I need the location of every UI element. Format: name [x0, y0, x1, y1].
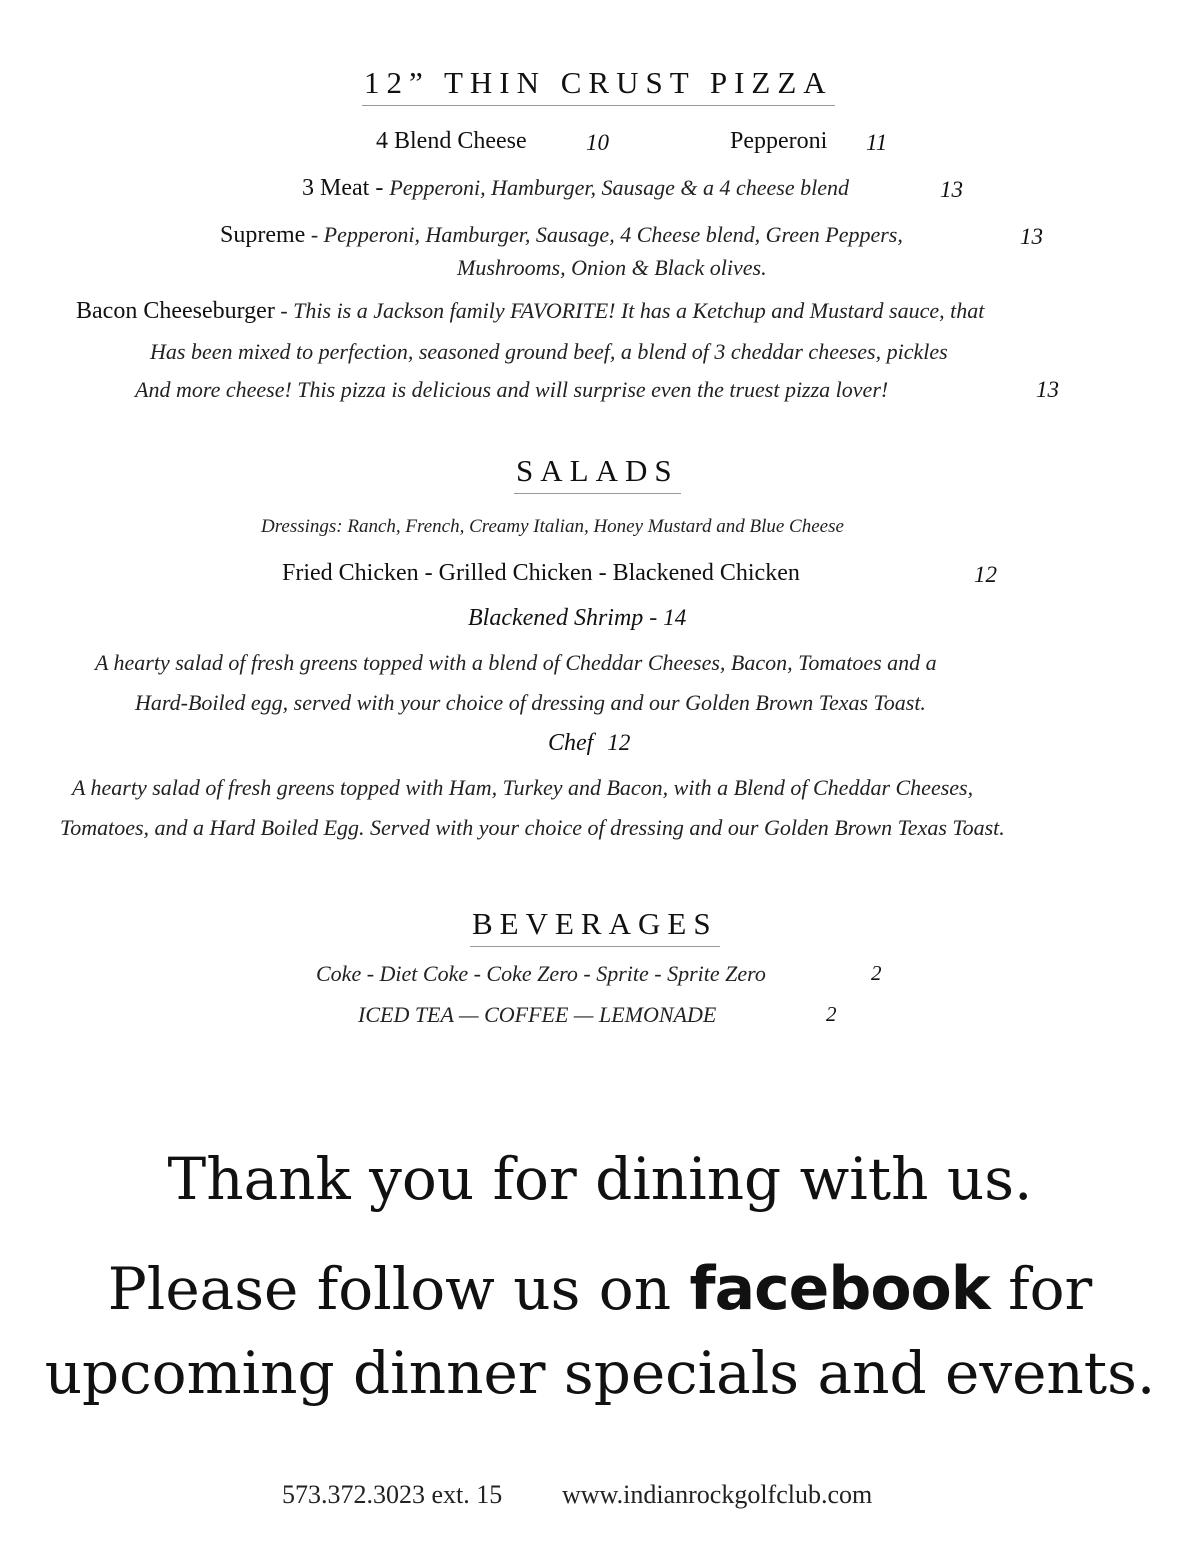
salads-chicken-desc-line2: Hard-Boiled egg, served with your choice of dressing and our Golden Brown Texas Toast. — [135, 690, 926, 715]
footer-phone: 573.372.3023 ext. 15 — [282, 1480, 503, 1509]
pizza-price-supreme: 13 — [1020, 224, 1043, 249]
closing-line-2-pre: Please follow us on — [107, 1255, 690, 1323]
item-description: This is a Jackson family FAVORITE! It has a Ketchup and Mustard sauce, that — [293, 298, 985, 323]
pizza-price-pepperoni: 11 — [866, 130, 888, 155]
salads-dressings: Dressings: Ranch, French, Creamy Italian, Honey Mustard and Blue Cheese — [261, 516, 844, 537]
item-name: Pepperoni — [730, 128, 828, 154]
item-price: 12 — [607, 730, 631, 755]
item-name: Bacon Cheeseburger — [76, 298, 275, 324]
separator: - — [643, 605, 664, 631]
separator: - — [274, 298, 294, 323]
pizza-item-cheese — [376, 128, 527, 155]
pizza-price-bacon: 13 — [1036, 377, 1059, 402]
item-description: Pepperoni, Hamburger, Sausage & a 4 cheese blend — [389, 175, 849, 200]
item-name: Chef — [548, 730, 594, 756]
beverages-sodas: Coke - Diet Coke - Coke Zero - Sprite - Sprite Zero — [316, 961, 766, 986]
salads-chef — [548, 730, 630, 757]
closing-line-2 — [0, 1256, 1200, 1322]
salads-chicken-line: Fried Chicken - Grilled Chicken - Blackened Chicken — [282, 560, 800, 586]
footer-website[interactable]: www.indianrockgolfclub.com — [562, 1480, 873, 1509]
beverages-other: ICED TEA — COFFEE — LEMONADE — [358, 1002, 717, 1027]
closing-line-1: Thank you for dining with us. — [167, 1145, 1033, 1213]
salads-chicken-desc-line1: A hearty salad of fresh greens topped with a blend of Cheddar Cheeses, Bacon, Tomatoes and a — [95, 650, 937, 675]
salads-chicken-price: 12 — [974, 562, 997, 587]
pizza-item-3-meat — [302, 175, 849, 202]
pizza-item-supreme — [220, 222, 903, 249]
beverages-heading: BEVERAGES — [470, 906, 720, 947]
item-name: Blackened Shrimp — [468, 605, 644, 631]
item-price: 14 — [663, 605, 687, 630]
separator: - — [305, 222, 324, 247]
salads-shrimp — [468, 605, 686, 632]
item-description: Pepperoni, Hamburger, Sausage, 4 Cheese blend, Green Peppers, — [323, 222, 903, 247]
pizza-bacon-desc-line2: Has been mixed to perfection, seasoned ground beef, a blend of 3 cheddar cheeses, pickles — [150, 339, 948, 364]
pizza-supreme-desc-line2: Mushrooms, Onion & Black olives. — [457, 255, 767, 280]
pizza-price-3-meat: 13 — [940, 177, 963, 202]
item-name: 3 Meat — [302, 175, 370, 201]
item-name: Supreme — [220, 222, 306, 248]
pizza-heading: 12” THIN CRUST PIZZA — [362, 65, 835, 106]
salads-heading: SALADS — [514, 453, 681, 494]
salads-chef-desc-line1: A hearty salad of fresh greens topped with Ham, Turkey and Bacon, with a Blend of Cheddar Cheeses, — [72, 775, 974, 800]
beverages-other-price: 2 — [826, 1002, 837, 1026]
pizza-price-cheese: 10 — [586, 130, 609, 155]
separator: - — [369, 175, 390, 201]
closing-line-3: upcoming dinner specials and events. — [44, 1339, 1156, 1407]
item-name: 4 Blend Cheese — [376, 128, 527, 154]
pizza-bacon-desc-line3: And more cheese! This pizza is delicious and will surprise even the truest pizza lover! — [135, 377, 889, 402]
pizza-item-pepperoni — [730, 128, 827, 155]
beverages-sodas-price: 2 — [871, 961, 882, 985]
pizza-item-bacon-cheeseburger — [76, 298, 984, 325]
salads-chef-desc-line2: Tomatoes, and a Hard Boiled Egg. Served with your choice of dressing and our Golden Brown Texas Toast. — [60, 815, 1005, 840]
facebook-wordmark: facebook — [689, 1254, 990, 1324]
closing-line-2-post: for — [989, 1255, 1093, 1323]
